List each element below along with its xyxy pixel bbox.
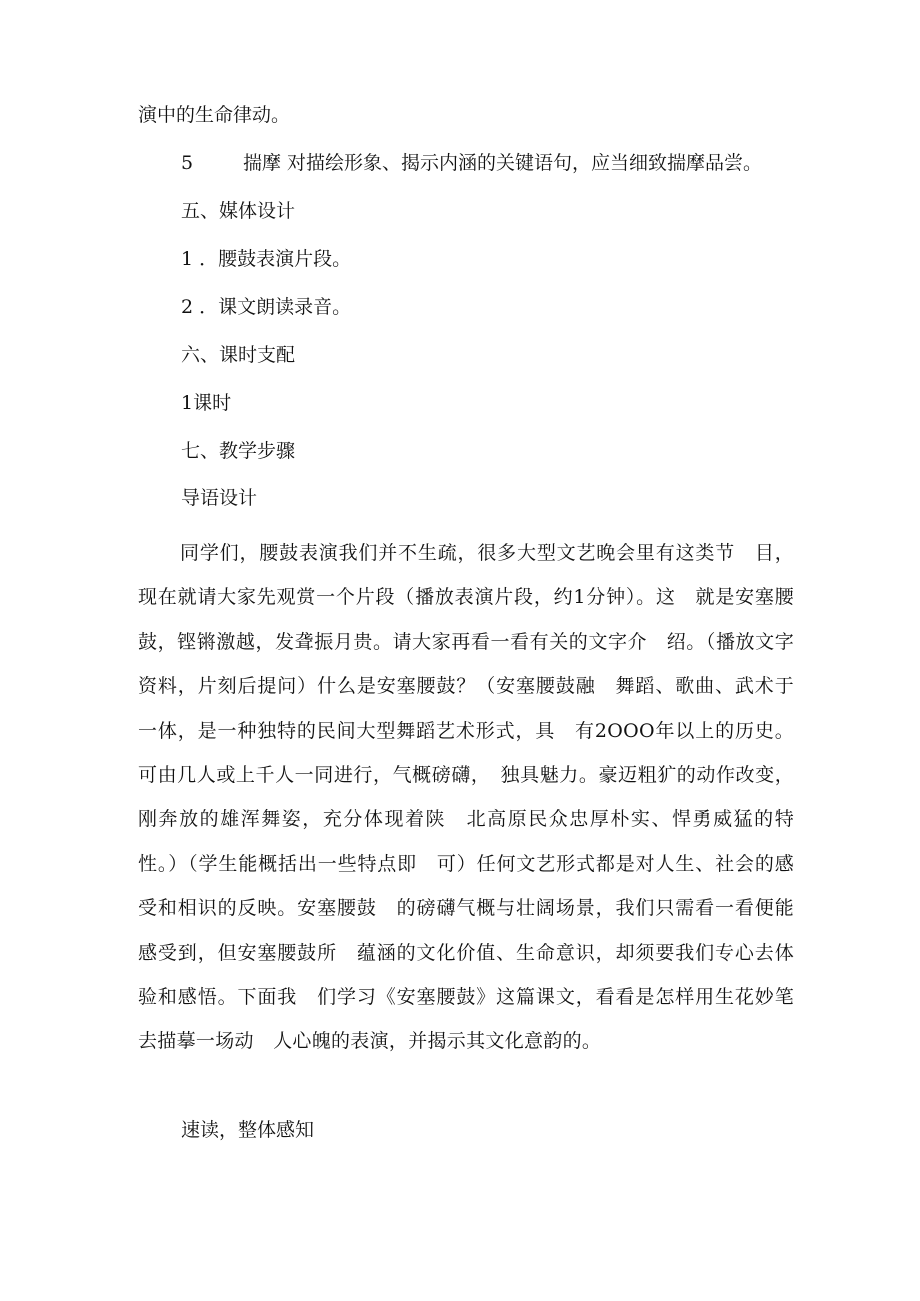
item-5-text: 对描绘形象、揭示内涵的关键语句，应当细致揣摩品尝。 xyxy=(287,152,763,174)
intro-paragraph: 同学们，腰鼓表演我们并不生疏，很多大型文艺晚会里有这类节 目，现在就请大家先观赏一个片段（播放表演片段，约1分钟）。这 就是安塞腰鼓，铿锵激越，发聋振月贵。请大家再看一看有关的文字介 绍。（播放文字资料，片刻后提问）什么是安塞腰鼓？（安塞腰鼓融 舞蹈、歌曲、武术于一体，是一种独特的民间大型舞蹈艺术形式，具 有2OOO年以上的历史。可由几人或上千人一同进行，气概磅礴， 独具魅力。豪迈粗犷的动作改变，刚奔放的雄浑舞姿，充分体现着陕 北高原民众忠厚朴实、悍勇威猛的特性。）（学生能概括出一些特点即 可）任何文艺形式都是对人生、社会的感受和相识的反映。安塞腰鼓 的磅礴气概与壮阔场景，我们只需看一看便能感受到，但安塞腰鼓所 蕴涵的文化价值、生命意识，却须要我们专心去体验和感悟。下面我 们学习《安塞腰鼓》这篇课文，看看是怎样用生花妙笔去描摹一场动 人心魄的表演，并揭示其文化意韵的。 xyxy=(138,542,794,1053)
class-hours: 1课时 xyxy=(181,392,232,414)
section-6-heading: 六、课时支配 xyxy=(181,344,296,366)
item-5-number: 5 xyxy=(181,152,194,174)
section-5-heading: 五、媒体设计 xyxy=(181,200,296,222)
item-5 xyxy=(181,151,762,175)
section-7-heading: 七、教学步骤 xyxy=(181,440,296,462)
media-item-2: 2 ．课文朗读录音。 xyxy=(181,296,352,318)
speed-reading-heading: 速读，整体感知 xyxy=(181,1119,315,1141)
item-5-term: 揣摩 xyxy=(243,152,282,174)
continuation-line: 演中的生命律动。 xyxy=(138,104,291,126)
intro-heading: 导语设计 xyxy=(181,487,258,509)
media-item-1: 1 ．腰鼓表演片段。 xyxy=(181,248,352,270)
